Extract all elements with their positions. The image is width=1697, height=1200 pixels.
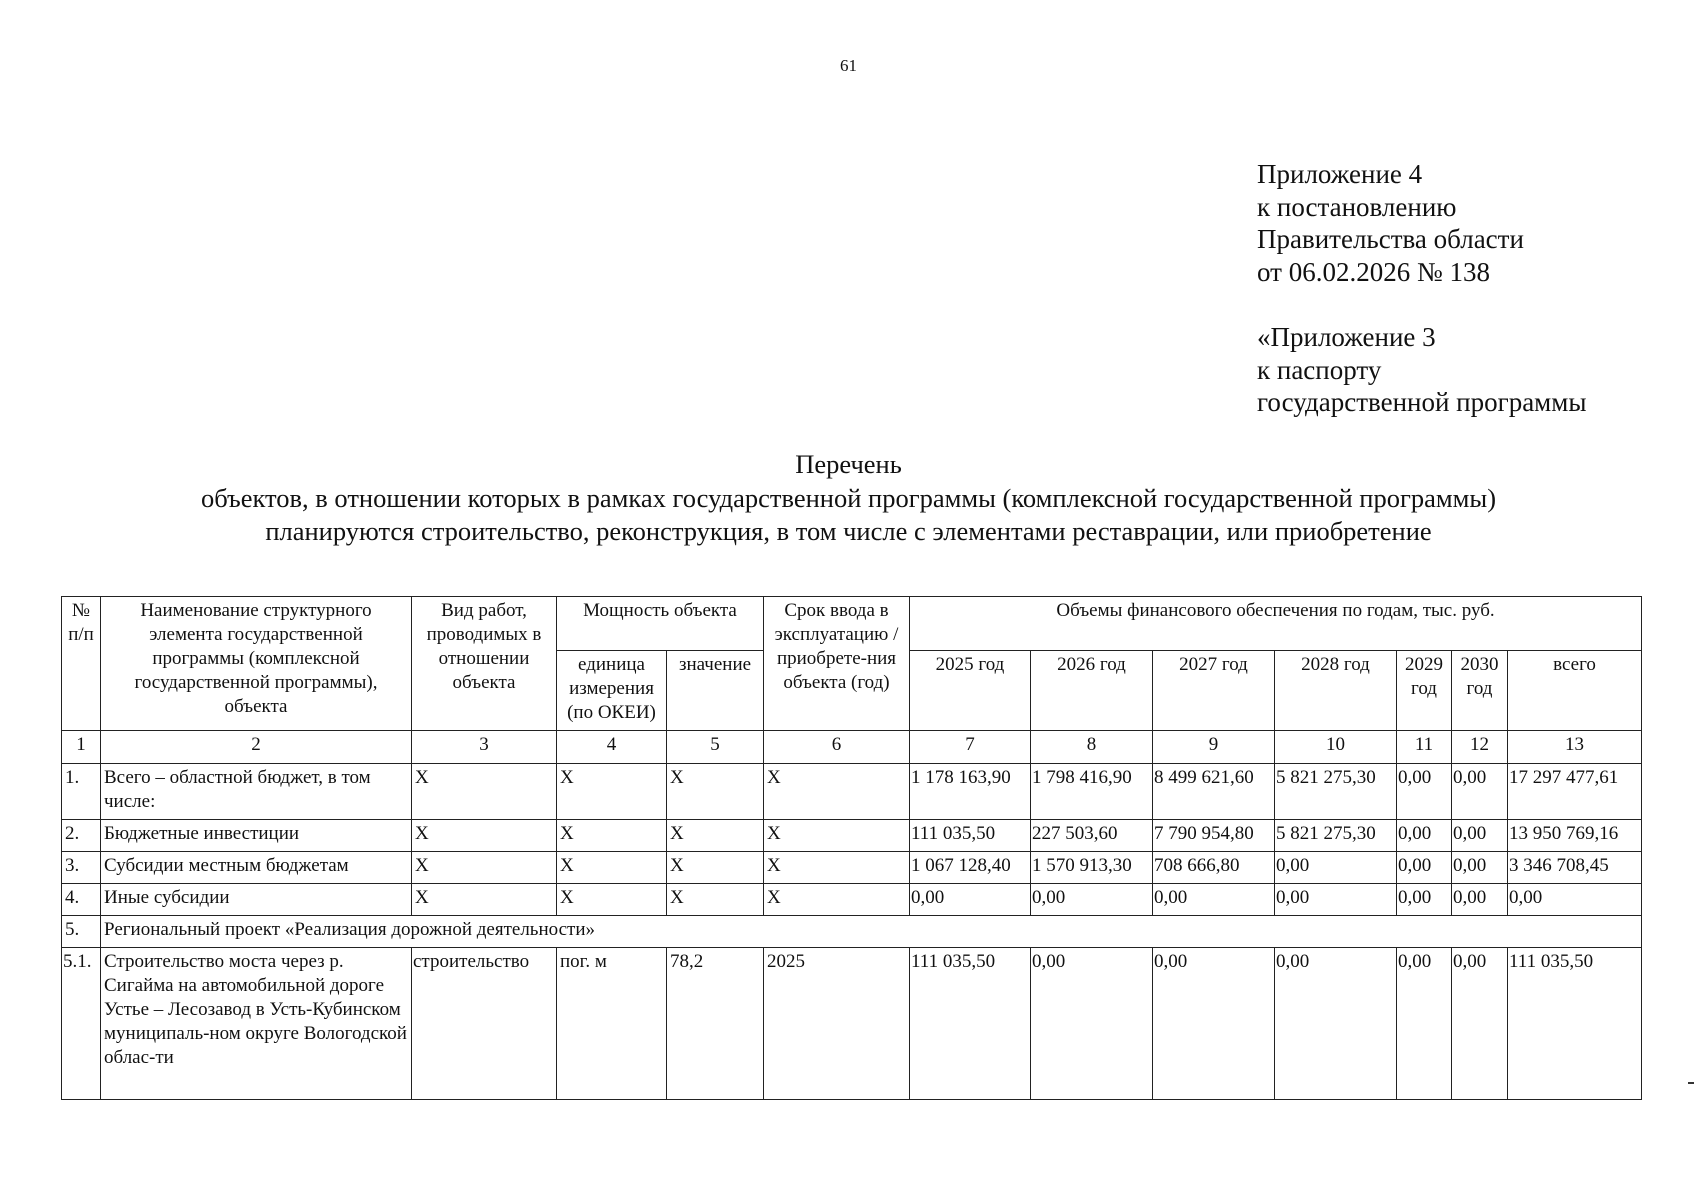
- column-number: 13: [1508, 731, 1642, 764]
- header-total: всего: [1508, 651, 1642, 731]
- row-unit: X: [557, 852, 667, 884]
- row-2027: 0,00: [1153, 948, 1275, 1100]
- row-value: X: [667, 820, 764, 852]
- row-2030: 0,00: [1452, 764, 1508, 820]
- row-unit: X: [557, 764, 667, 820]
- row-num: 3.: [62, 852, 101, 884]
- row-2030: 0,00: [1452, 884, 1508, 916]
- row-2029: 0,00: [1397, 948, 1452, 1100]
- column-number: 7: [910, 731, 1031, 764]
- header-capacity: Мощность объекта: [557, 597, 764, 651]
- row-work: X: [412, 764, 557, 820]
- row-2026: 227 503,60: [1031, 820, 1153, 852]
- row-2028: 0,00: [1275, 884, 1397, 916]
- table-row: [62, 884, 1642, 916]
- row-name: Всего – областной бюджет, в том числе:: [101, 764, 412, 820]
- appendix-3-line: к паспорту: [1257, 354, 1382, 385]
- row-term: 2025: [764, 948, 910, 1100]
- row-total: 111 035,50: [1508, 948, 1642, 1100]
- header-year-2028: 2028 год: [1275, 651, 1397, 731]
- row-work: X: [412, 884, 557, 916]
- section-title: Региональный проект «Реализация дорожной деятельности»: [101, 916, 1642, 948]
- column-number: 6: [764, 731, 910, 764]
- row-name: Строительство моста через р. Сигайма на автомобильной дороге Устье – Лесозавод в Усть-Кубинском муниципаль-ном округе Вологодской облас-ти: [101, 948, 412, 1100]
- header-year-2027: 2027 год: [1153, 651, 1275, 731]
- appendix-4-line: Приложение 4: [1257, 159, 1423, 189]
- row-name: Иные субсидии: [101, 884, 412, 916]
- row-2029: 0,00: [1397, 764, 1452, 820]
- table-row: [62, 948, 1642, 1100]
- column-number: 10: [1275, 731, 1397, 764]
- appendix-4-line: Правительства области: [1257, 224, 1524, 254]
- row-term: X: [764, 884, 910, 916]
- row-2026: 1 570 913,30: [1031, 852, 1153, 884]
- row-2027: 7 790 954,80: [1153, 820, 1275, 852]
- row-value: X: [667, 884, 764, 916]
- row-total: 3 346 708,45: [1508, 852, 1642, 884]
- row-2027: 708 666,80: [1153, 852, 1275, 884]
- table-row: [62, 764, 1642, 820]
- row-2027: 8 499 621,60: [1153, 764, 1275, 820]
- row-num: 5.1.: [62, 948, 101, 1100]
- title-line: планируются строительство, реконструкция, в том числе с элементами реставрации, или приобретение: [265, 516, 1432, 546]
- row-work: строительство: [412, 948, 557, 1100]
- row-total: 13 950 769,16: [1508, 820, 1642, 852]
- row-2030: 0,00: [1452, 948, 1508, 1100]
- column-number: 12: [1452, 731, 1508, 764]
- column-number: 1: [62, 731, 101, 764]
- row-2028: 5 821 275,30: [1275, 820, 1397, 852]
- header-value: значение: [667, 651, 764, 731]
- appendix-4-block: [1257, 158, 1524, 288]
- row-work: X: [412, 852, 557, 884]
- row-2025: 1 178 163,90: [910, 764, 1031, 820]
- appendix-4-line: к постановлению: [1257, 191, 1457, 222]
- column-number: 9: [1153, 731, 1275, 764]
- margin-mark: [1688, 1082, 1694, 1084]
- row-unit: пог. м: [557, 948, 667, 1100]
- row-value: 78,2: [667, 948, 764, 1100]
- row-value: X: [667, 852, 764, 884]
- column-number: 8: [1031, 731, 1153, 764]
- header-name: Наименование структурного элемента государственной программы (комплексной государственной программы), объекта: [101, 597, 412, 731]
- row-name: Бюджетные инвестиции: [101, 820, 412, 852]
- appendix-3-line: «Приложение 3: [1257, 322, 1436, 352]
- row-total: 17 297 477,61: [1508, 764, 1642, 820]
- row-2026: 1 798 416,90: [1031, 764, 1153, 820]
- header-num: № п/п: [62, 597, 101, 731]
- header-unit: единица измерения (по ОКЕИ): [557, 651, 667, 731]
- row-2028: 0,00: [1275, 948, 1397, 1100]
- row-2028: 5 821 275,30: [1275, 764, 1397, 820]
- row-2026: 0,00: [1031, 948, 1153, 1100]
- header-term: Срок ввода в эксплуатацию / приобрете-ния объекта (год): [764, 597, 910, 731]
- appendix-3-line: государственной программы: [1257, 387, 1587, 417]
- row-work: X: [412, 820, 557, 852]
- title-line: объектов, в отношении которых в рамках государственной программы (комплексной государственной программы): [200, 482, 1497, 513]
- column-number: 3: [412, 731, 557, 764]
- column-number: 2: [101, 731, 412, 764]
- header-work-type: Вид работ, проводимых в отношении объекта: [412, 597, 557, 731]
- row-2030: 0,00: [1452, 820, 1508, 852]
- row-2025: 1 067 128,40: [910, 852, 1031, 884]
- row-2027: 0,00: [1153, 884, 1275, 916]
- row-num: 4.: [62, 884, 101, 916]
- row-unit: X: [557, 884, 667, 916]
- objects-table: [61, 596, 1642, 1100]
- row-total: 0,00: [1508, 884, 1642, 916]
- row-2029: 0,00: [1397, 852, 1452, 884]
- column-number: 11: [1397, 731, 1452, 764]
- header-year-2029: 2029 год: [1397, 651, 1452, 731]
- column-number-row: [62, 731, 1642, 764]
- appendix-4-line: от 06.02.2026 № 138: [1257, 256, 1490, 287]
- table-row: [62, 820, 1642, 852]
- row-2029: 0,00: [1397, 884, 1452, 916]
- header-year-2030: 2030 год: [1452, 651, 1508, 731]
- row-2026: 0,00: [1031, 884, 1153, 916]
- column-number: 4: [557, 731, 667, 764]
- row-num: 2.: [62, 820, 101, 852]
- header-funding: Объемы финансового обеспечения по годам, тыс. руб.: [910, 597, 1642, 651]
- row-2025: 0,00: [910, 884, 1031, 916]
- row-2025: 111 035,50: [910, 820, 1031, 852]
- row-2030: 0,00: [1452, 852, 1508, 884]
- row-value: X: [667, 764, 764, 820]
- header-year-2026: 2026 год: [1031, 651, 1153, 731]
- document-title: [0, 448, 1697, 549]
- row-num: 1.: [62, 764, 101, 820]
- row-term: X: [764, 764, 910, 820]
- row-2028: 0,00: [1275, 852, 1397, 884]
- row-term: X: [764, 820, 910, 852]
- table-row: [62, 852, 1642, 884]
- header-year-2025: 2025 год: [910, 651, 1031, 731]
- row-2025: 111 035,50: [910, 948, 1031, 1100]
- title-line: Перечень: [795, 449, 902, 479]
- column-number: 5: [667, 731, 764, 764]
- section-num: 5.: [62, 916, 101, 948]
- row-unit: X: [557, 820, 667, 852]
- row-term: X: [764, 852, 910, 884]
- page-number: 61: [840, 56, 857, 75]
- section-row: [62, 916, 1642, 948]
- row-name: Субсидии местным бюджетам: [101, 852, 412, 884]
- appendix-3-block: [1257, 321, 1587, 419]
- row-2029: 0,00: [1397, 820, 1452, 852]
